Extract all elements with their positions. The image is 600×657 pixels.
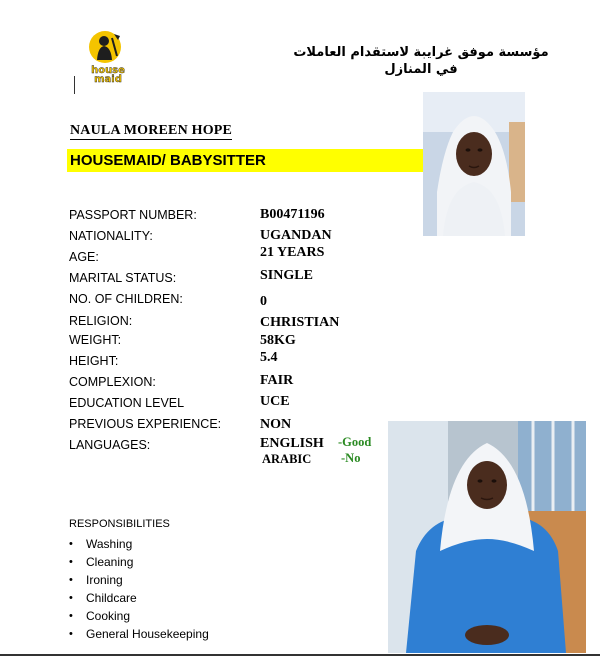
list-item	[69, 571, 209, 589]
religion-value: CHRISTIAN	[260, 315, 340, 330]
religion-label: RELIGION:	[69, 314, 133, 328]
bullet-icon: •	[69, 592, 73, 604]
age-value: 21 YEARS	[260, 245, 325, 260]
education-value: UCE	[260, 394, 290, 409]
language-arabic: ARABIC	[262, 452, 312, 466]
languages-label: LANGUAGES:	[69, 438, 151, 452]
passport-value: B00471196	[260, 207, 325, 222]
list-item	[69, 625, 209, 643]
nationality-value: UGANDAN	[260, 228, 332, 243]
complexion-label: COMPLEXION:	[69, 375, 156, 389]
responsibility-text: General Housekeeping	[86, 627, 209, 641]
education-label: EDUCATION LEVEL	[69, 396, 185, 410]
complexion-value: FAIR	[260, 373, 294, 388]
responsibility-text: Ironing	[86, 573, 123, 587]
responsibilities-list	[69, 535, 209, 643]
bullet-icon: •	[69, 538, 73, 550]
passport-label: PASSPORT NUMBER:	[69, 208, 197, 222]
full-body-photo	[388, 421, 586, 653]
list-item	[69, 535, 209, 553]
list-item	[69, 589, 209, 607]
candidate-position: HOUSEMAID/ BABYSITTER	[70, 152, 266, 169]
bullet-icon: •	[69, 556, 73, 568]
children-label: NO. OF CHILDREN:	[69, 292, 183, 306]
logo-wordmark	[84, 66, 132, 84]
marital-status-value: SINGLE	[260, 268, 313, 283]
experience-value: NON	[260, 417, 292, 432]
responsibility-text: Washing	[86, 537, 133, 551]
candidate-name: NAULA MOREEN HOPE	[70, 123, 233, 138]
language-arabic-rating: -No	[341, 451, 361, 465]
bullet-icon: •	[69, 628, 73, 640]
nationality-label: NATIONALITY:	[69, 229, 153, 243]
bullet-icon: •	[69, 574, 73, 586]
marital-status-label: MARITAL STATUS:	[69, 271, 177, 285]
language-english: ENGLISH	[260, 436, 324, 451]
page-bottom-rule	[0, 654, 600, 656]
portrait-photo	[423, 92, 525, 236]
housemaid-mascot-icon	[88, 30, 122, 64]
height-label: HEIGHT:	[69, 354, 119, 368]
children-value: 0	[260, 294, 267, 309]
responsibility-text: Cooking	[86, 609, 131, 623]
responsibilities-heading: RESPONSIBILITIES	[69, 518, 170, 530]
weight-value: 58KG	[260, 333, 296, 348]
list-item	[69, 607, 209, 625]
height-value: 5.4	[260, 350, 278, 365]
weight-label: WEIGHT:	[69, 333, 122, 347]
agency-arabic-title: مؤسسة موفق غرايبة لاستقدام العاملات في المنازل	[293, 45, 549, 77]
logo-word-bottom: maid	[94, 74, 122, 85]
responsibility-text: Childcare	[86, 591, 137, 605]
logo-divider	[74, 76, 75, 94]
experience-label: PREVIOUS EXPERIENCE:	[69, 417, 222, 431]
language-english-rating: -Good	[338, 435, 372, 449]
bullet-icon: •	[69, 610, 73, 622]
responsibility-text: Cleaning	[86, 555, 134, 569]
list-item	[69, 553, 209, 571]
logo-word-top: house	[91, 65, 125, 76]
age-label: AGE:	[69, 250, 99, 264]
